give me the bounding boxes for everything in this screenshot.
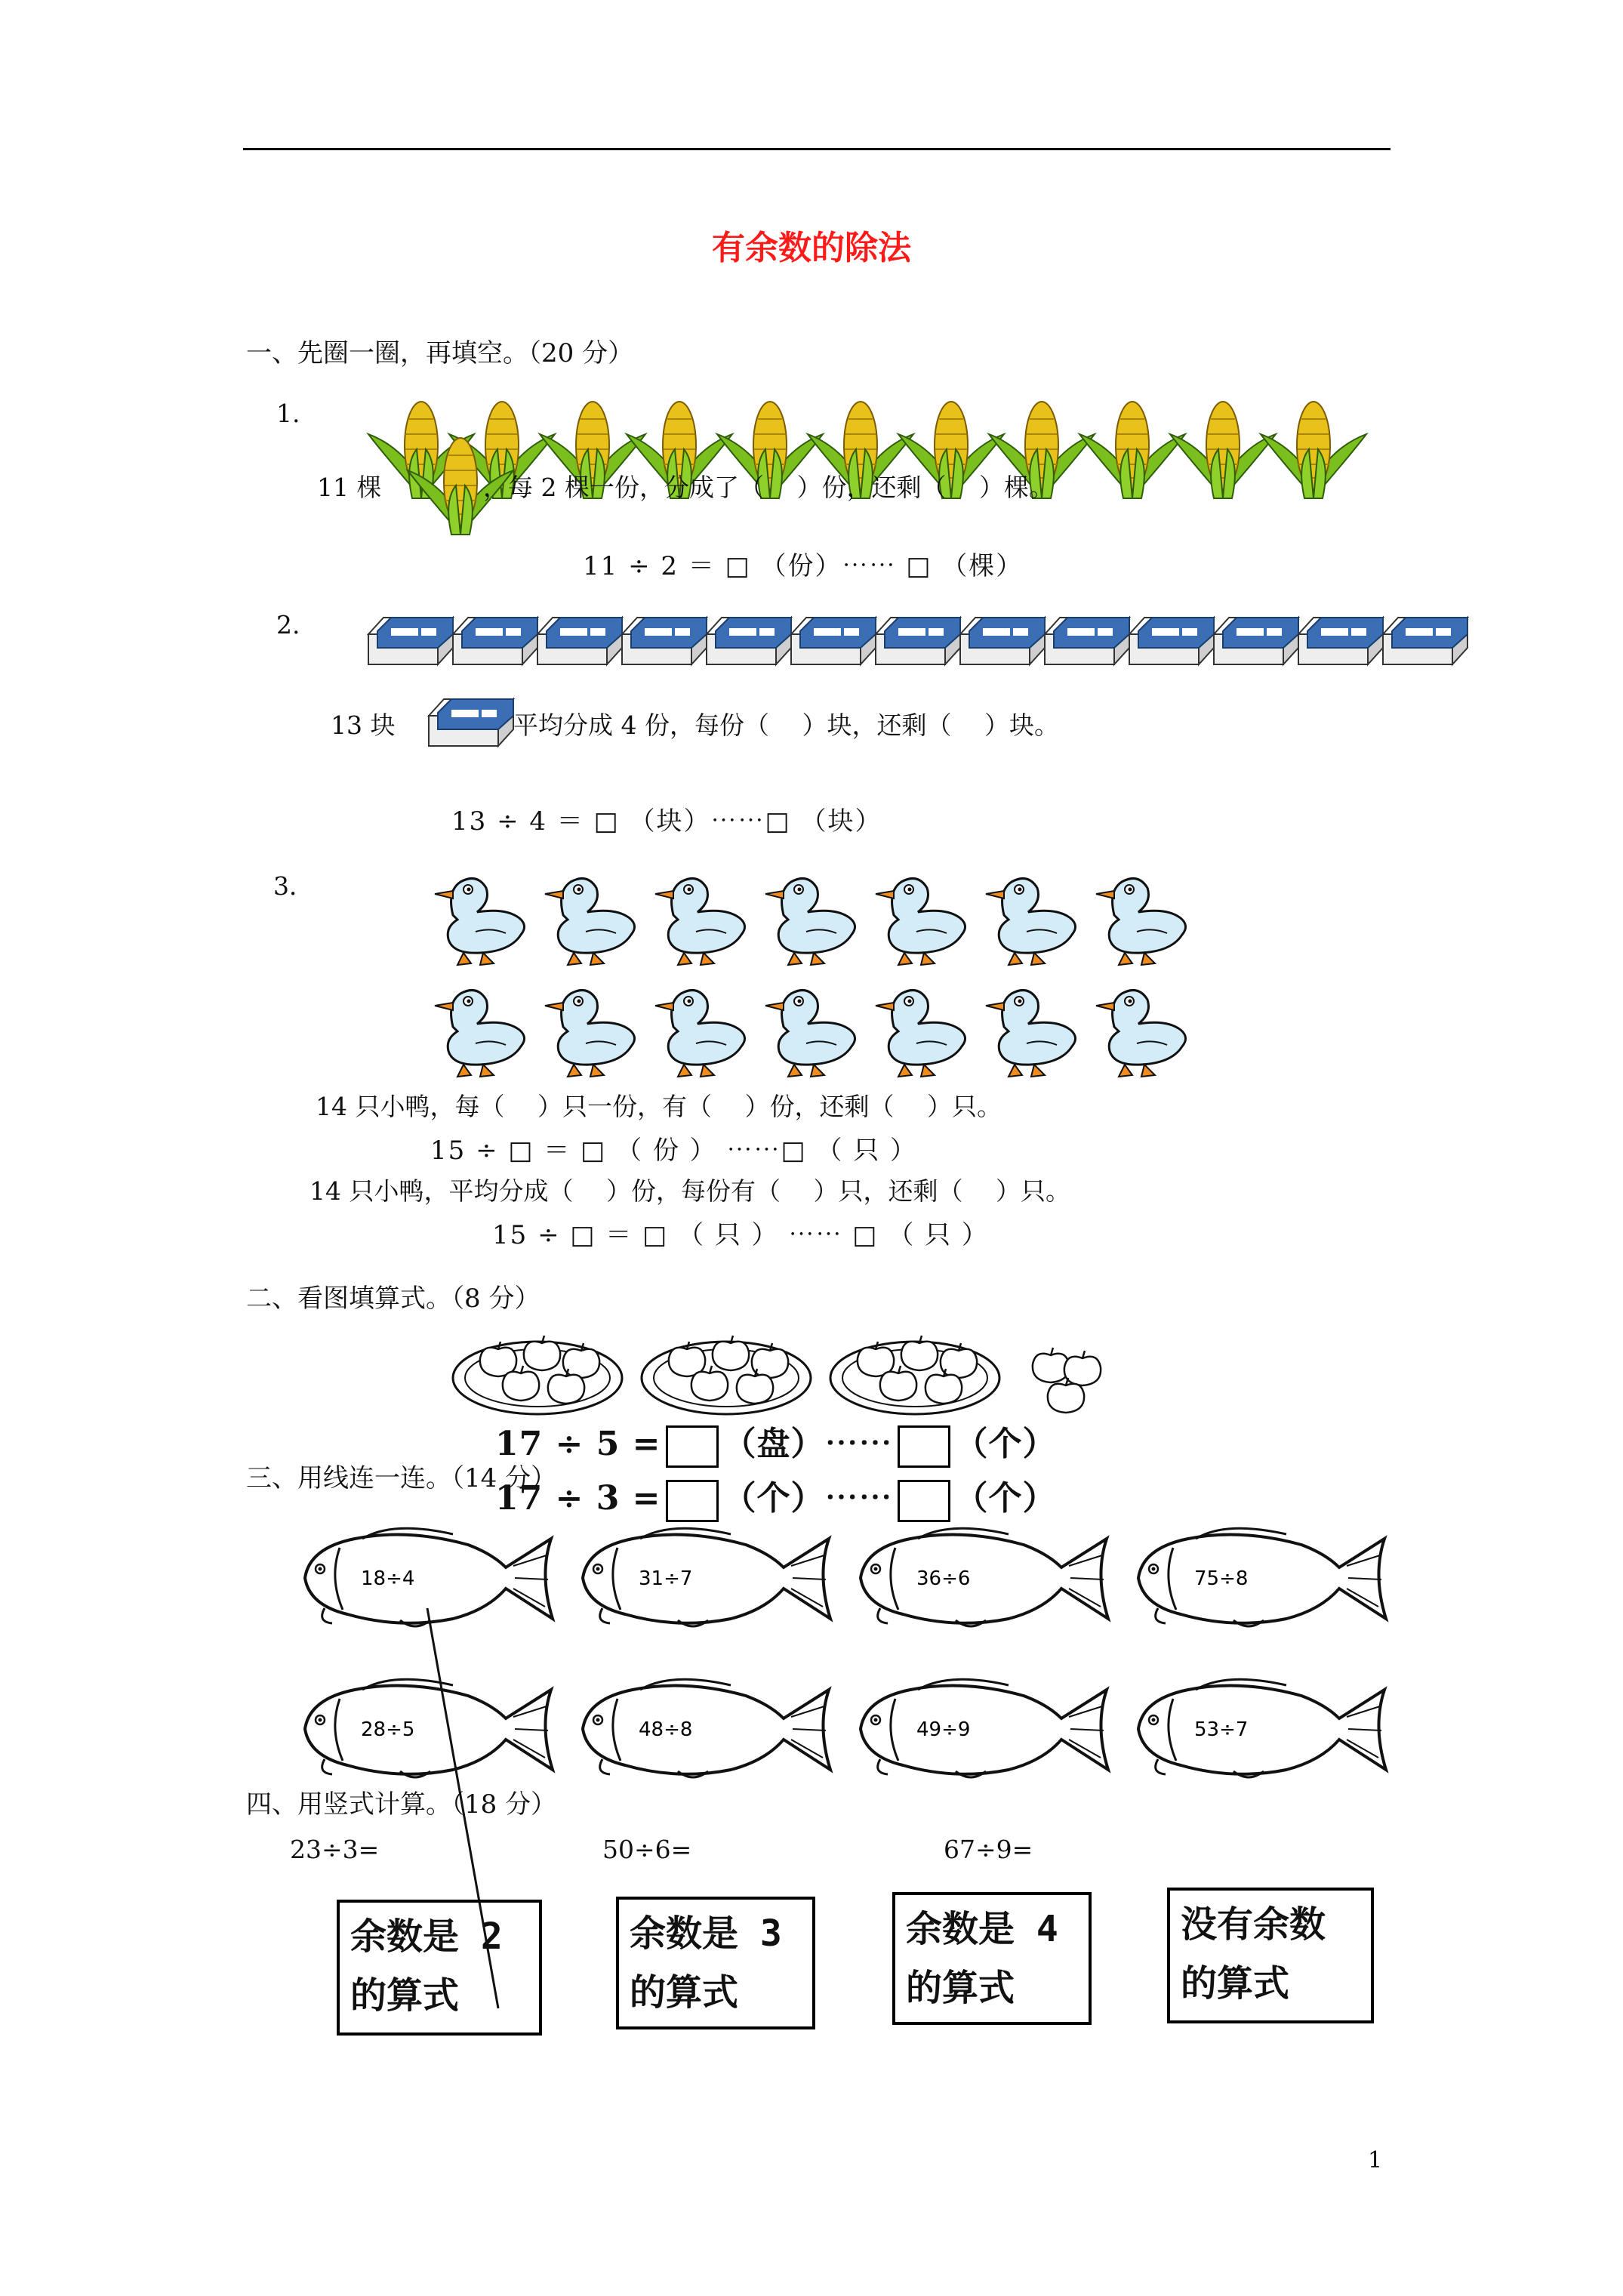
s2-eq2-left: 17 ÷ 3 = bbox=[495, 1479, 661, 1518]
q3-number: 3． bbox=[273, 871, 314, 901]
fish-label: 18÷4 bbox=[361, 1567, 415, 1590]
s4-problem-2: 50÷6= bbox=[602, 1835, 692, 1864]
q1-text: ，每 2 棵一份，分成了（ ）份，还剩（ ）棵。 bbox=[483, 473, 1054, 502]
q1-label: 11 棵 bbox=[317, 473, 382, 502]
q3-line2: 14 只小鸭，平均分成（ ）份，每份有（ ）只，还剩（ ）只。 bbox=[310, 1176, 1070, 1206]
s2-eq1-unit2: （个） bbox=[954, 1425, 1057, 1463]
section-3-heading: 三、用线连一连。（14 分） bbox=[246, 1463, 557, 1493]
fish-label: 49÷9 bbox=[916, 1718, 971, 1741]
s2-eq2-unit2: （个） bbox=[954, 1479, 1057, 1518]
s2-eq1-unit1: （盘）⋯⋯ bbox=[722, 1425, 893, 1463]
s4-problem-3: 67÷9= bbox=[944, 1835, 1033, 1864]
q1-number: 1. bbox=[276, 399, 300, 428]
fish-label: 28÷5 bbox=[361, 1718, 415, 1741]
section-2-heading: 二、看图填算式。（8 分） bbox=[246, 1284, 540, 1314]
q3-line1: 14 只小鸭，每（ ）只一份，有（ ）份，还剩（ ）只。 bbox=[316, 1092, 1002, 1121]
s2-eq2-unit1: （个）⋯⋯ bbox=[722, 1479, 893, 1518]
answer-box-remainder-2[interactable]: 余数是 2 的算式 bbox=[337, 1900, 542, 2036]
section-1-heading: 一、先圈一圈，再填空。（20 分） bbox=[246, 338, 634, 368]
s2-eq1-left: 17 ÷ 5 = bbox=[495, 1425, 661, 1463]
answer-box-no-remainder[interactable]: 没有余数 的算式 bbox=[1167, 1888, 1374, 2023]
fish-label: 31÷7 bbox=[639, 1567, 693, 1590]
page-number: 1 bbox=[1368, 2147, 1383, 2174]
q2-label: 13 块 bbox=[331, 710, 396, 740]
fish-label: 36÷6 bbox=[916, 1567, 971, 1590]
q2-equation: 13 ÷ 4 ＝ □ （块）⋯⋯□ （块） bbox=[451, 806, 882, 837]
q1-equation: 11 ÷ 2 ＝ □ （份）⋯⋯ □ （棵） bbox=[583, 551, 1024, 581]
q3-equation1: 15 ÷ □ ＝ □ （ 份 ） ⋯⋯□ （ 只 ） bbox=[430, 1136, 918, 1166]
answer-box-remainder-4[interactable]: 余数是 4 的算式 bbox=[892, 1892, 1092, 2025]
answer-box-remainder-3[interactable]: 余数是 3 的算式 bbox=[616, 1897, 815, 2029]
s4-problem-1: 23÷3= bbox=[290, 1835, 380, 1864]
q2-number: 2. bbox=[276, 610, 300, 639]
q2-text: 平均分成 4 份，每份（ ）块，还剩（ ）块。 bbox=[513, 710, 1059, 740]
fish-label: 53÷7 bbox=[1194, 1718, 1249, 1741]
fish-label: 48÷8 bbox=[639, 1718, 693, 1741]
fish-label: 75÷8 bbox=[1194, 1567, 1249, 1590]
section-4-heading: 四、用竖式计算。（18 分） bbox=[246, 1789, 557, 1820]
q3-equation2: 15 ÷ □ ＝ □ （ 只 ） ⋯⋯ □ （ 只 ） bbox=[492, 1220, 989, 1250]
page-title: 有余数的除法 bbox=[712, 229, 911, 267]
